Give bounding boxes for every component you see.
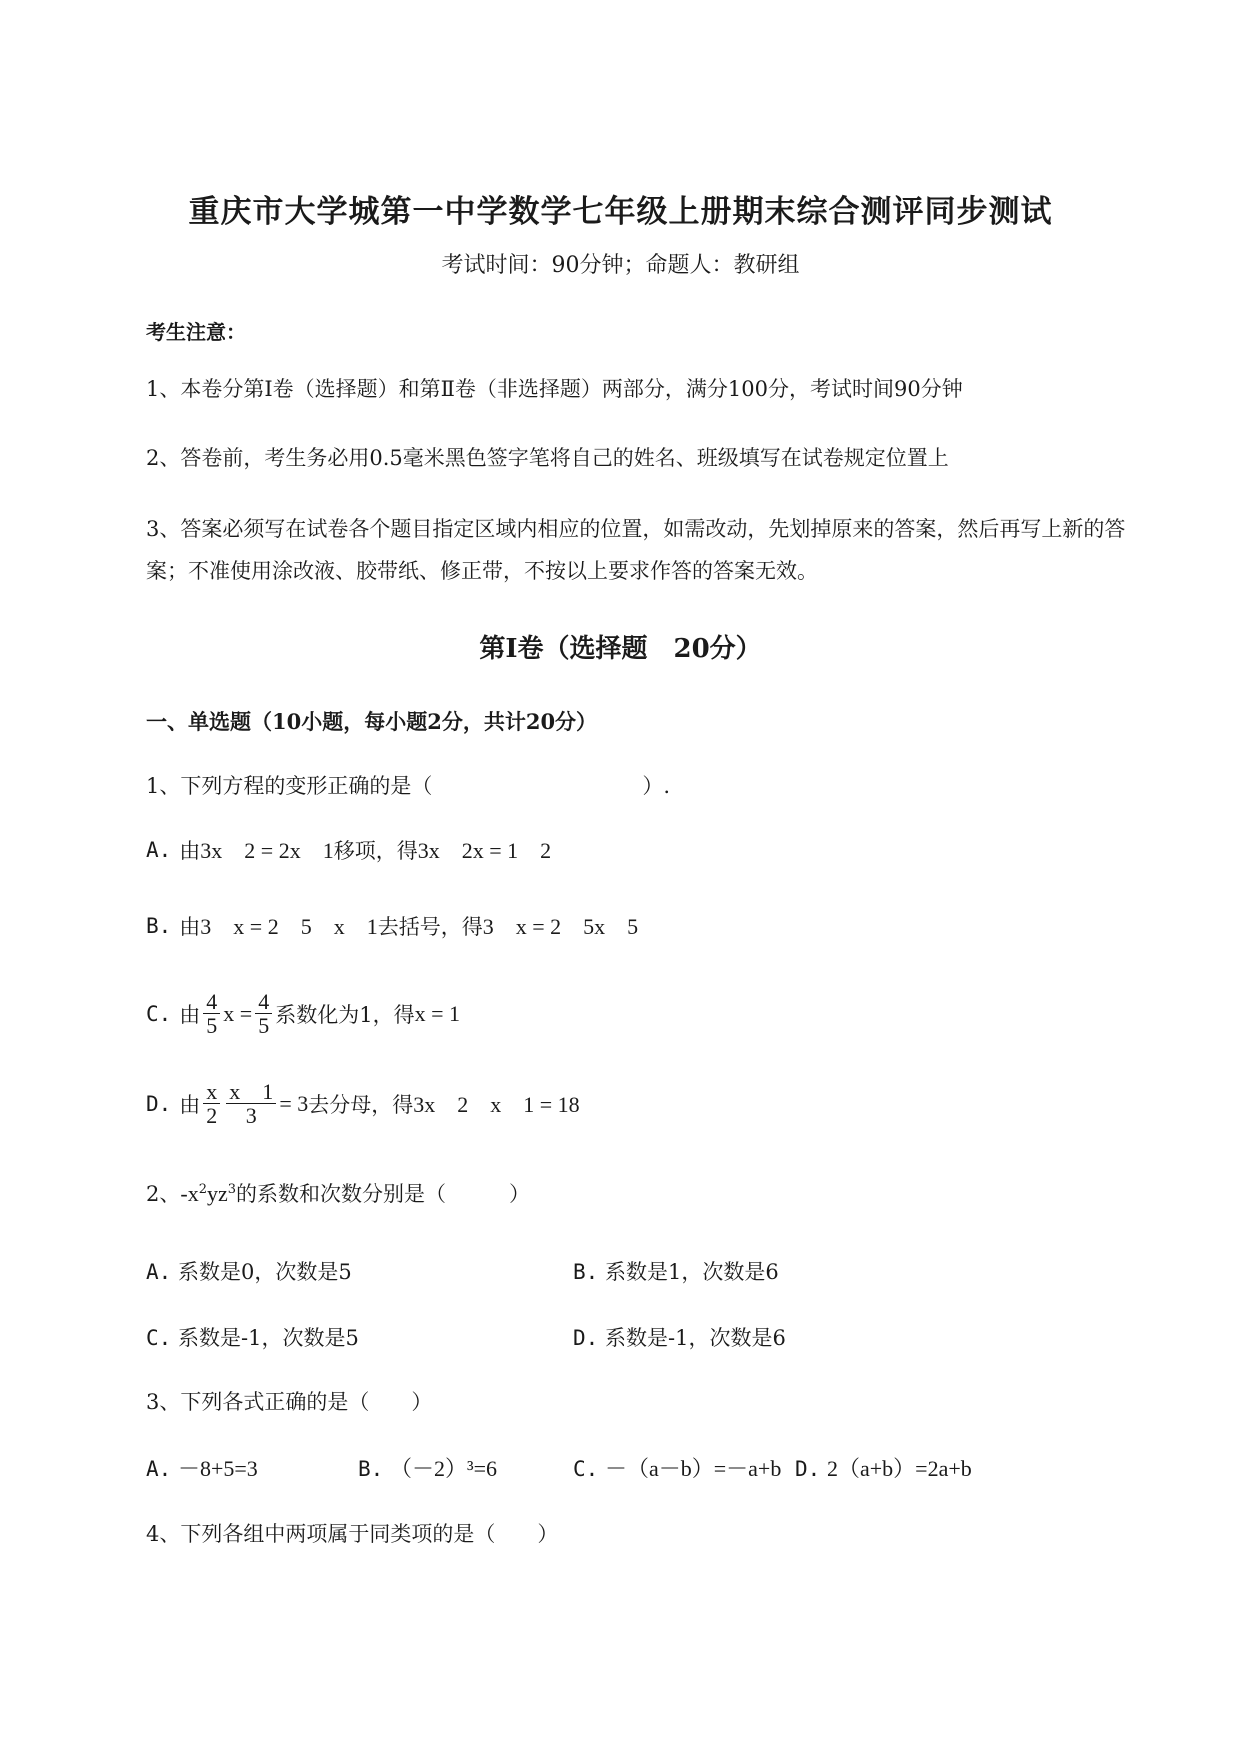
question-1-stem: 1、下列方程的变形正确的是（ ）. [146, 774, 671, 798]
section-title: 第I卷（选择题 20分） [479, 634, 762, 664]
question-3-stem: 3、下列各式正确的是（ ） [146, 1390, 433, 1414]
question-1-option-d [146, 1080, 580, 1127]
option-label: C. [573, 1457, 599, 1481]
fraction-denominator: 5 [206, 1013, 218, 1039]
question-text: 的系数和次数分别是（ ） [236, 1182, 531, 1206]
notice-item-2: 2、答卷前，考生务必用0.5毫米黑色签字笔将自己的姓名、班级填写在试卷规定位置上 [146, 446, 949, 470]
option-label: D. [146, 1091, 172, 1116]
exponent: 2 [198, 1182, 207, 1197]
option-label: C. [146, 1001, 172, 1026]
equation-result: 3x 2 x 1 = 18 [413, 1092, 580, 1118]
option-operation: 去分母，得 [308, 1092, 414, 1117]
equation-original: x = [223, 1000, 253, 1026]
option-label: B. [358, 1457, 384, 1481]
question-2-option-b [573, 1256, 779, 1286]
option-text: （－2）³=6 [389, 1456, 497, 1481]
option-text: －8+5=3 [177, 1456, 258, 1481]
fraction [203, 1080, 220, 1127]
fraction-numerator: x [203, 1080, 220, 1104]
exam-info: 考试时间：90分钟；命题人：教研组 [441, 253, 800, 278]
option-label: D. [795, 1457, 821, 1481]
fraction-numerator: 4 [255, 990, 272, 1014]
fraction [203, 990, 220, 1037]
question-number: 2、 [146, 1182, 181, 1206]
equation-original: 3 x = 2 5 x 1 [200, 914, 378, 939]
option-text: 系数是0，次数是5 [177, 1260, 352, 1284]
option-prefix: 由 [179, 1002, 201, 1027]
monomial-term: -x [180, 1181, 199, 1206]
question-1-option-b [146, 910, 638, 941]
option-label: A. [146, 837, 172, 862]
question-3-option-c [573, 1452, 781, 1483]
question-1-option-a [146, 834, 551, 865]
option-label: A. [146, 1457, 172, 1481]
monomial-term: yz [206, 1181, 228, 1206]
equation-original: 3x 2 = 2x 1 [200, 838, 334, 863]
option-label: B. [146, 913, 172, 938]
option-label: D. [573, 1326, 599, 1350]
fraction-denominator: 5 [258, 1013, 270, 1039]
question-3-option-b [358, 1452, 497, 1483]
question-2-stem [146, 1178, 530, 1208]
option-text: 系数是-1，次数是6 [604, 1326, 786, 1350]
option-text: 系数是-1，次数是5 [177, 1326, 359, 1350]
notice-heading: 考生注意： [146, 320, 246, 344]
fraction-numerator: 4 [203, 990, 220, 1014]
equation-original: = 3 [279, 1090, 309, 1116]
option-text: 2（a+b）=2a+b [826, 1456, 972, 1481]
exponent: 3 [227, 1182, 237, 1197]
option-operation: 去括号，得 [377, 914, 483, 939]
question-2-option-a [146, 1256, 352, 1286]
option-label: A. [146, 1260, 172, 1284]
notice-item-1: 1、本卷分第I卷（选择题）和第Ⅱ卷（非选择题）两部分，满分100分，考试时间90分钟 [146, 377, 963, 401]
option-text: －（a－b）=－a+b [604, 1456, 782, 1481]
fraction [226, 1080, 276, 1127]
option-prefix: 由 [179, 838, 201, 863]
question-2-option-c [146, 1322, 359, 1352]
option-prefix: 由 [179, 914, 201, 939]
fraction-numerator: x 1 [226, 1080, 276, 1104]
equation-result: x = 1 [414, 1000, 461, 1026]
option-label: B. [573, 1260, 599, 1284]
question-2-option-d [573, 1322, 786, 1352]
notice-item-3: 3、答案必须写在试卷各个题目指定区域内相应的位置，如需改动，先划掉原来的答案，然后再写上新的答案；不准使用涂改液、胶带纸、修正带，不按以上要求作答的答案无效。 [146, 517, 1126, 583]
equation-result: 3x 2x = 1 2 [417, 838, 552, 863]
option-operation: 移项，得 [333, 838, 418, 863]
option-operation: 系数化为1，得 [275, 1002, 415, 1027]
question-3-option-d [795, 1452, 972, 1483]
option-text: 系数是1，次数是6 [604, 1260, 779, 1284]
equation-result: 3 x = 2 5x 5 [482, 914, 639, 939]
page-title: 重庆市大学城第一中学数学七年级上册期末综合测评同步测试 [188, 194, 1053, 230]
fraction-denominator: 3 [245, 1103, 257, 1129]
fraction-denominator: 2 [206, 1103, 218, 1129]
fraction [255, 990, 272, 1037]
question-3-option-a [146, 1452, 258, 1483]
question-4-stem: 4、下列各组中两项属于同类项的是（ ） [146, 1522, 559, 1546]
option-label: C. [146, 1326, 172, 1350]
question-1-option-c [146, 990, 460, 1037]
part-heading: 一、单选题（10小题，每小题2分，共计20分） [146, 709, 598, 734]
option-prefix: 由 [179, 1092, 201, 1117]
